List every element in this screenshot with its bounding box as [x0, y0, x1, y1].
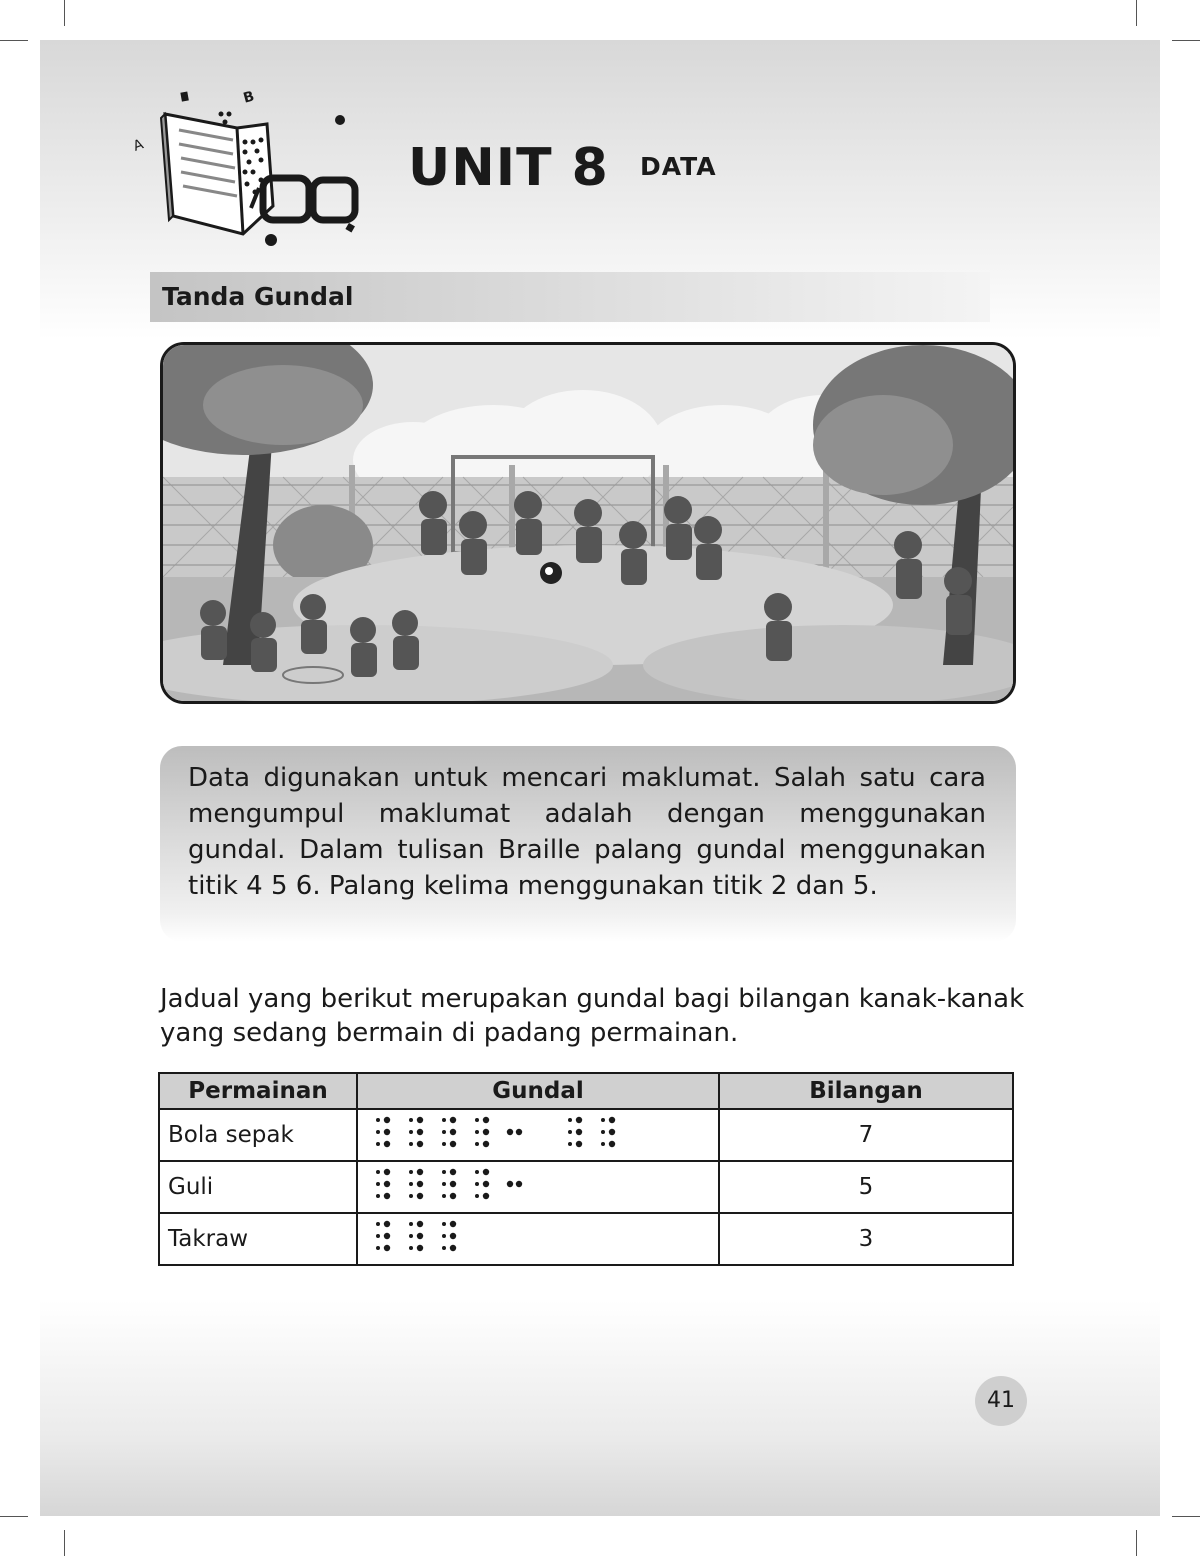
game-name: Bola sepak	[159, 1109, 357, 1161]
braille-dot	[409, 1118, 413, 1122]
braille-dot	[450, 1245, 456, 1251]
braille-dot	[442, 1182, 446, 1186]
braille-dot	[483, 1181, 489, 1187]
crop-mark	[1136, 0, 1137, 26]
braille-dot	[483, 1169, 489, 1175]
braille-dot	[417, 1233, 423, 1239]
braille-tally-cell	[357, 1213, 719, 1265]
braille-dot	[417, 1141, 423, 1147]
braille-dot	[601, 1118, 605, 1122]
braille-dot	[507, 1181, 513, 1187]
game-name: Takraw	[159, 1213, 357, 1265]
braille-dot	[568, 1118, 572, 1122]
braille-dot	[475, 1182, 479, 1186]
braille-tally-cell	[357, 1161, 719, 1213]
braille-dot	[417, 1169, 423, 1175]
braille-dot	[376, 1142, 380, 1146]
crop-mark	[1136, 1530, 1137, 1556]
braille-dot	[409, 1142, 413, 1146]
braille-dot	[384, 1245, 390, 1251]
crop-mark	[0, 1516, 28, 1517]
braille-dot	[376, 1234, 380, 1238]
braille-dot	[376, 1130, 380, 1134]
braille-dot	[475, 1142, 479, 1146]
braille-dot	[516, 1181, 522, 1187]
braille-tally	[366, 1164, 706, 1204]
braille-dot	[376, 1170, 380, 1174]
table-intro-line-2: yang sedang bermain di padang permainan.	[160, 1018, 739, 1048]
braille-dot	[409, 1246, 413, 1250]
table-row	[159, 1109, 1013, 1161]
braille-dot	[483, 1117, 489, 1123]
crop-mark	[64, 1530, 65, 1556]
braille-dot	[576, 1117, 582, 1123]
svg-text:B: B	[241, 88, 257, 107]
table-row	[159, 1161, 1013, 1213]
braille-dot	[475, 1118, 479, 1122]
braille-dot	[568, 1130, 572, 1134]
crop-mark	[0, 40, 28, 41]
braille-dot	[376, 1118, 380, 1122]
braille-dot	[450, 1193, 456, 1199]
braille-dot	[417, 1245, 423, 1251]
braille-dot	[568, 1142, 572, 1146]
braille-dot	[475, 1130, 479, 1134]
info-text: Data digunakan untuk mencari maklumat. Salah satu cara mengumpul maklumat adalah dengan menggunakan gundal. Dalam tulisan Braille palang gundal menggunakan titik 4 5 6. Palang kelima menggunakan titik 2 dan 5.	[188, 763, 986, 901]
game-count: 7	[719, 1109, 1013, 1161]
braille-dot	[576, 1129, 582, 1135]
braille-dot	[450, 1221, 456, 1227]
braille-dot	[475, 1194, 479, 1198]
braille-dot	[450, 1117, 456, 1123]
braille-dot	[417, 1221, 423, 1227]
braille-dot	[376, 1194, 380, 1198]
crop-mark	[1172, 1516, 1200, 1517]
braille-dot	[384, 1193, 390, 1199]
braille-dot	[450, 1141, 456, 1147]
svg-text:A: A	[131, 136, 146, 155]
braille-dot	[409, 1182, 413, 1186]
braille-dot	[609, 1129, 615, 1135]
braille-dot	[450, 1129, 456, 1135]
braille-dot	[442, 1118, 446, 1122]
page-number: 41	[975, 1376, 1027, 1426]
table-intro	[160, 982, 1080, 1050]
braille-dot	[409, 1234, 413, 1238]
header-permainan: Permainan	[159, 1073, 357, 1109]
unit-title: UNIT 8	[408, 138, 609, 198]
braille-dot	[384, 1221, 390, 1227]
crop-mark	[1172, 40, 1200, 41]
playground-children-illustration	[160, 342, 1016, 704]
game-name: Guli	[159, 1161, 357, 1213]
braille-dot	[384, 1141, 390, 1147]
table-row	[159, 1213, 1013, 1265]
braille-dot	[450, 1169, 456, 1175]
braille-dot	[442, 1170, 446, 1174]
unit-subject: DATA	[640, 152, 717, 181]
braille-dot	[384, 1129, 390, 1135]
braille-dot	[609, 1141, 615, 1147]
braille-dot	[417, 1129, 423, 1135]
braille-tally	[366, 1216, 706, 1256]
braille-tally-cell	[357, 1109, 719, 1161]
braille-dot	[576, 1141, 582, 1147]
braille-dot	[376, 1222, 380, 1226]
braille-dot	[483, 1141, 489, 1147]
braille-dot	[442, 1142, 446, 1146]
braille-dot	[442, 1246, 446, 1250]
braille-dot	[601, 1142, 605, 1146]
braille-dot	[450, 1181, 456, 1187]
braille-dot	[475, 1170, 479, 1174]
table-intro-line-1: Jadual yang berikut merupakan gundal bagi bilangan kanak-kanak	[160, 984, 1025, 1014]
braille-dot	[442, 1234, 446, 1238]
braille-dot	[376, 1182, 380, 1186]
section-title: Tanda Gundal	[162, 282, 354, 311]
header-bilangan: Bilangan	[719, 1073, 1013, 1109]
braille-dot	[376, 1246, 380, 1250]
braille-dot	[609, 1117, 615, 1123]
braille-dot	[601, 1130, 605, 1134]
table-header-row	[159, 1073, 1013, 1109]
braille-dot	[409, 1222, 413, 1226]
braille-dot	[384, 1181, 390, 1187]
crop-mark	[64, 0, 65, 26]
game-count: 3	[719, 1213, 1013, 1265]
braille-dot	[417, 1181, 423, 1187]
header-gundal: Gundal	[357, 1073, 719, 1109]
braille-dot	[417, 1193, 423, 1199]
braille-dot	[442, 1222, 446, 1226]
braille-dot	[450, 1233, 456, 1239]
braille-dot	[384, 1233, 390, 1239]
braille-dot	[409, 1170, 413, 1174]
braille-dot	[442, 1130, 446, 1134]
braille-dot	[483, 1193, 489, 1199]
braille-dot	[417, 1117, 423, 1123]
braille-book-glasses-icon	[125, 84, 370, 254]
braille-dot	[384, 1117, 390, 1123]
braille-tally	[366, 1112, 706, 1152]
braille-dot	[507, 1129, 513, 1135]
braille-dot	[409, 1194, 413, 1198]
braille-dot	[483, 1129, 489, 1135]
braille-dot	[384, 1169, 390, 1175]
tally-table	[158, 1072, 1014, 1266]
braille-dot	[409, 1130, 413, 1134]
braille-dot	[442, 1194, 446, 1198]
braille-dot	[516, 1129, 522, 1135]
game-count: 5	[719, 1161, 1013, 1213]
